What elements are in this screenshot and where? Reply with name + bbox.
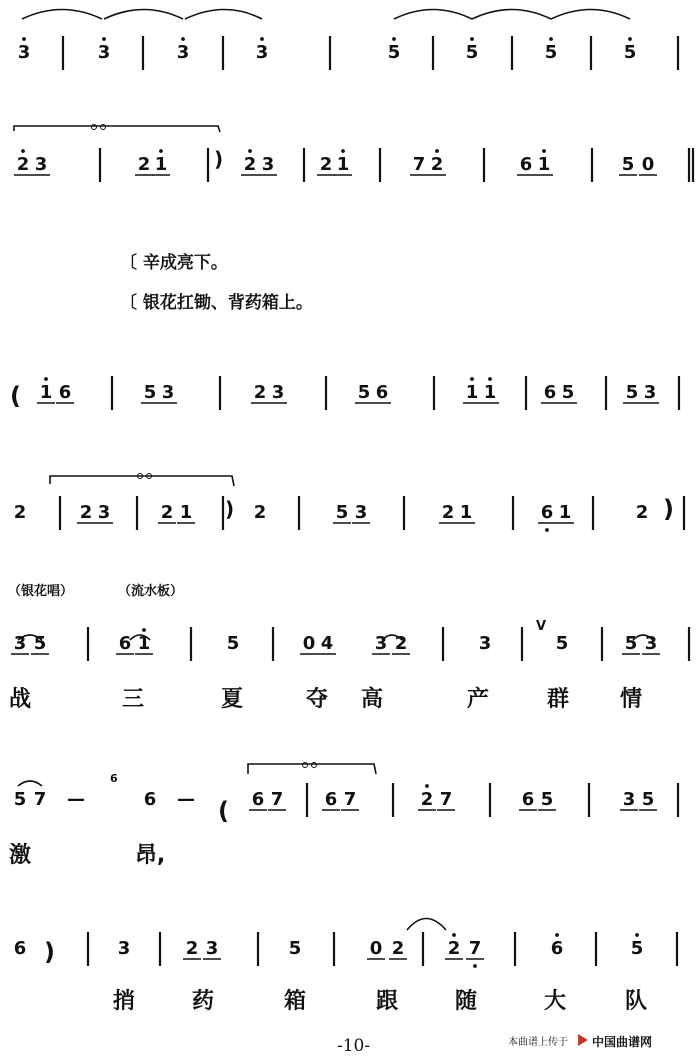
lyric-char: 箱 xyxy=(283,989,307,1014)
note: 2 xyxy=(430,154,444,175)
note: 3 xyxy=(176,42,190,63)
octave-dot-above xyxy=(102,37,106,41)
octave-dot-above xyxy=(341,149,345,153)
lyrics xyxy=(9,686,647,1014)
note: 2 xyxy=(635,502,649,523)
grace-note: 6̇ xyxy=(110,772,118,785)
lyric-char: 昂, xyxy=(134,843,166,868)
note: 6 xyxy=(118,633,132,654)
note: 5 xyxy=(544,42,558,63)
octave-dot-above xyxy=(435,149,439,153)
note: 3 xyxy=(34,154,48,175)
note: 5 xyxy=(630,938,644,959)
note: 2 xyxy=(441,502,455,523)
note: 3 xyxy=(97,42,111,63)
octave-dot-above xyxy=(248,149,252,153)
octave-dot-above xyxy=(21,149,25,153)
octave-dot-above xyxy=(260,37,264,41)
lyric-char: 战 xyxy=(8,687,32,712)
octave-dot-above xyxy=(425,784,429,788)
dash-hold: — xyxy=(67,789,85,810)
note: 7 xyxy=(270,789,284,810)
note: 6 xyxy=(375,382,389,403)
lyric-char: 药 xyxy=(191,989,215,1014)
note: 7 xyxy=(468,938,482,959)
lyric-char: 群 xyxy=(546,687,570,712)
note: 6 xyxy=(540,502,554,523)
note: 7 xyxy=(343,789,357,810)
note: 6 xyxy=(13,938,27,959)
close-paren: ) xyxy=(663,495,674,523)
note: 1 xyxy=(465,382,479,403)
notation-row xyxy=(14,148,693,182)
octave-dot-above xyxy=(142,628,146,632)
slur-close-paren-2: ) xyxy=(214,147,224,171)
lyric-char: 捎 xyxy=(112,989,136,1014)
note: 0 xyxy=(369,938,383,959)
octave-dot-above xyxy=(635,933,639,937)
singer-annotation: （银花唱） xyxy=(8,584,74,599)
note: 6 xyxy=(521,789,535,810)
lyric-char: 激 xyxy=(8,843,32,868)
lyric-char: 三 xyxy=(121,687,145,712)
note: 2 xyxy=(243,154,257,175)
note: 5 xyxy=(621,154,635,175)
lyric-char: 随 xyxy=(454,989,478,1014)
octave-dot-above xyxy=(452,933,456,937)
note: 5 xyxy=(465,42,479,63)
note: 2 xyxy=(160,502,174,523)
note: 2 xyxy=(13,502,27,523)
note: 2 xyxy=(137,154,151,175)
octave-dot-above xyxy=(181,37,185,41)
note: 3 xyxy=(17,42,31,63)
note: 3 xyxy=(97,502,111,523)
note: 3 xyxy=(271,382,285,403)
note: 6 xyxy=(543,382,557,403)
lyric-char: 夏 xyxy=(220,687,244,712)
note: 5 xyxy=(641,789,655,810)
note: 6 xyxy=(519,154,533,175)
note: 2 xyxy=(319,154,333,175)
note: 5 xyxy=(335,502,349,523)
note: 2 xyxy=(394,633,408,654)
lyric-char: 大 xyxy=(543,989,567,1014)
note: 1 xyxy=(179,502,193,523)
notation-row xyxy=(37,376,679,410)
note: 1 xyxy=(336,154,350,175)
note: 3 xyxy=(117,938,131,959)
note: 5 xyxy=(387,42,401,63)
breath-mark: V xyxy=(536,619,547,634)
note: 3 xyxy=(161,382,175,403)
note: 1 xyxy=(39,382,53,403)
note: 3 xyxy=(261,154,275,175)
watermark-text: 本曲谱上传于 xyxy=(508,1037,568,1048)
note: 7 xyxy=(412,154,426,175)
note: 5 xyxy=(623,42,637,63)
note: 5 xyxy=(625,382,639,403)
note: 1 xyxy=(137,633,151,654)
stage-direction: 〔 辛成亮下。 xyxy=(120,253,228,273)
note: 5 xyxy=(143,382,157,403)
notation-rows xyxy=(8,36,693,968)
note: 7 xyxy=(33,789,47,810)
lyric-char: 队 xyxy=(624,989,648,1014)
note: 1 xyxy=(558,502,572,523)
notation-row xyxy=(14,932,677,968)
lyric-char: 跟 xyxy=(375,989,399,1014)
note: 2 xyxy=(447,938,461,959)
note: 3 xyxy=(478,633,492,654)
note: 3 xyxy=(374,633,388,654)
octave-dot-above xyxy=(44,377,48,381)
note: 0 xyxy=(302,633,316,654)
octave-dot-above xyxy=(555,933,559,937)
note: 2 xyxy=(253,382,267,403)
note: 6 xyxy=(324,789,338,810)
note: 4 xyxy=(320,633,334,654)
dash-hold: — xyxy=(177,789,195,810)
note: 5 xyxy=(357,382,371,403)
note: 6 xyxy=(550,938,564,959)
note: 0 xyxy=(641,154,655,175)
note: 2 xyxy=(420,789,434,810)
site-logo-icon xyxy=(578,1034,588,1046)
note: 3 xyxy=(255,42,269,63)
note: 5 xyxy=(13,789,27,810)
notation-row xyxy=(11,627,689,661)
octave-dot-below xyxy=(473,964,477,968)
open-paren: ( xyxy=(10,382,21,410)
close-paren-2: ) xyxy=(44,938,55,966)
stage-direction: 〔 银花扛锄、背药箱上。 xyxy=(120,293,313,313)
watermark-brand: 中国曲谱网 xyxy=(592,1035,653,1049)
note: 5 xyxy=(624,633,638,654)
octave-dot-above xyxy=(392,37,396,41)
note: 3 xyxy=(205,938,219,959)
note: 5 xyxy=(288,938,302,959)
open-paren-2: ( xyxy=(218,797,229,825)
octave-dot-below xyxy=(545,528,549,532)
notation-row xyxy=(14,496,684,532)
lyric-char: 产 xyxy=(466,687,490,712)
octave-dot-above xyxy=(470,37,474,41)
lyric-char: 高 xyxy=(360,687,384,712)
octave-dot-above xyxy=(159,149,163,153)
note: 3 xyxy=(354,502,368,523)
lyric-char: 情 xyxy=(619,687,643,712)
note: 2 xyxy=(16,154,30,175)
slur-close-paren: ) xyxy=(225,497,235,521)
note: 5 xyxy=(555,633,569,654)
octave-dot-above xyxy=(470,377,474,381)
note: 3 xyxy=(13,633,27,654)
note: 1 xyxy=(459,502,473,523)
note: 5 xyxy=(540,789,554,810)
note: 5 xyxy=(33,633,47,654)
note: 5 xyxy=(561,382,575,403)
note: 6 xyxy=(58,382,72,403)
note: 6 xyxy=(143,789,157,810)
notation-row xyxy=(14,783,678,817)
note: 3 xyxy=(622,789,636,810)
lyric-char: 夺 xyxy=(305,687,329,712)
note: 3 xyxy=(643,382,657,403)
note: 1 xyxy=(154,154,168,175)
octave-dot-above xyxy=(488,377,492,381)
note: 2 xyxy=(253,502,267,523)
note: 6 xyxy=(251,789,265,810)
octave-dot-above xyxy=(628,37,632,41)
note: 2 xyxy=(185,938,199,959)
note: 3 xyxy=(644,633,658,654)
page-number: -10- xyxy=(337,1036,371,1056)
note: 1 xyxy=(537,154,551,175)
note: 7 xyxy=(439,789,453,810)
note: 2 xyxy=(391,938,405,959)
octave-dot-above xyxy=(549,37,553,41)
note: 5 xyxy=(226,633,240,654)
octave-dot-above xyxy=(22,37,26,41)
note: 1 xyxy=(483,382,497,403)
tempo-annotation: （流水板） xyxy=(118,584,184,599)
notation-row xyxy=(18,36,678,70)
octave-dot-above xyxy=(542,149,546,153)
note: 2 xyxy=(79,502,93,523)
